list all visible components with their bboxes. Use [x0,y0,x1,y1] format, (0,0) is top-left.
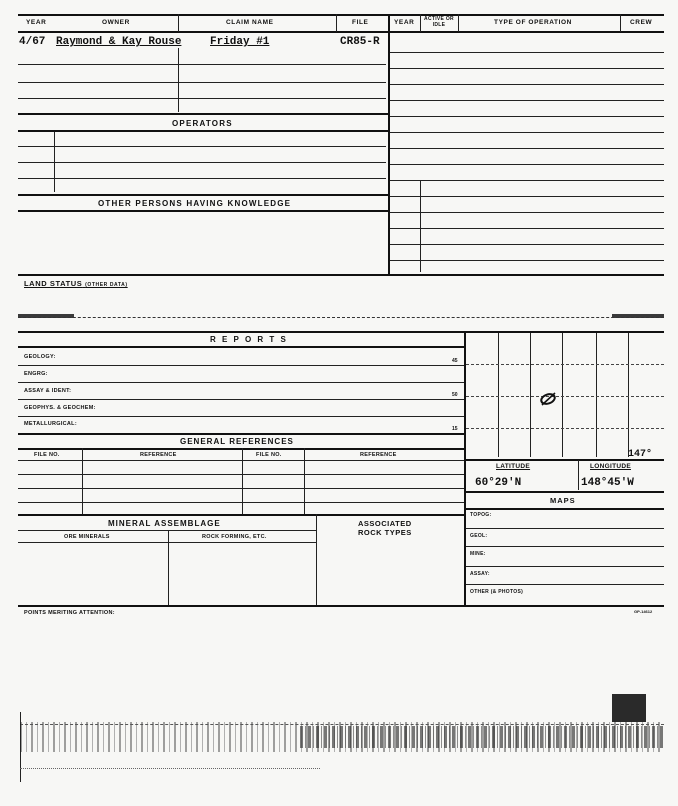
header-bottom-rule [18,31,664,33]
land-status-heading: LAND STATUS (OTHER DATA) [24,279,128,288]
operators-heading: OPERATORS [172,119,233,128]
longitude-value: 148°45'W [581,477,634,489]
left-right-divider [388,14,390,274]
report-engrg: ENGRG: [24,371,48,377]
report-metallurgical: METALLURGICAL: [24,421,77,427]
grid-longitude-mark: 147° [628,449,653,460]
entry-owner: Raymond & Kay Rouse [56,36,182,48]
entry-year: 4/67 [19,36,46,48]
mineral-assemblage-heading: MINERAL ASSEMBLAGE [108,519,221,528]
report-geophys: GEOPHYS. & GEOCHEM: [24,405,96,411]
maps-heading: MAPS [550,496,576,505]
header-type-of-operation: TYPE OF OPERATION [494,19,572,26]
other-persons-heading: OTHER PERSONS HAVING KNOWLEDGE [98,199,292,208]
reports-map-divider [464,331,466,605]
report-assay: ASSAY & IDENT: [24,388,72,394]
header-crew: CREW [630,19,653,26]
header-top-rule [18,14,664,16]
entry-claim: Friday #1 [210,36,270,48]
entry-file: CR85-R [340,36,380,48]
header-year: YEAR [26,19,47,26]
latitude-value: 60°29'N [475,477,522,489]
points-meriting-attention-label: POINTS MERITING ATTENTION: [24,610,115,616]
location-mark-icon [536,390,560,408]
general-references-heading: GENERAL REFERENCES [180,437,294,446]
form-number: GP-14612 [634,609,653,614]
header-claim-name: CLAIM NAME [226,19,274,26]
scan-artifact [612,694,646,722]
header-file: FILE [352,19,369,26]
header-year-2: YEAR [394,19,415,26]
header-active-or-idle: ACTIVE OR IDLE [424,16,454,28]
reports-heading: R E P O R T S [210,335,288,344]
header-owner: OWNER [102,19,130,26]
report-geology: GEOLOGY: [24,354,56,360]
